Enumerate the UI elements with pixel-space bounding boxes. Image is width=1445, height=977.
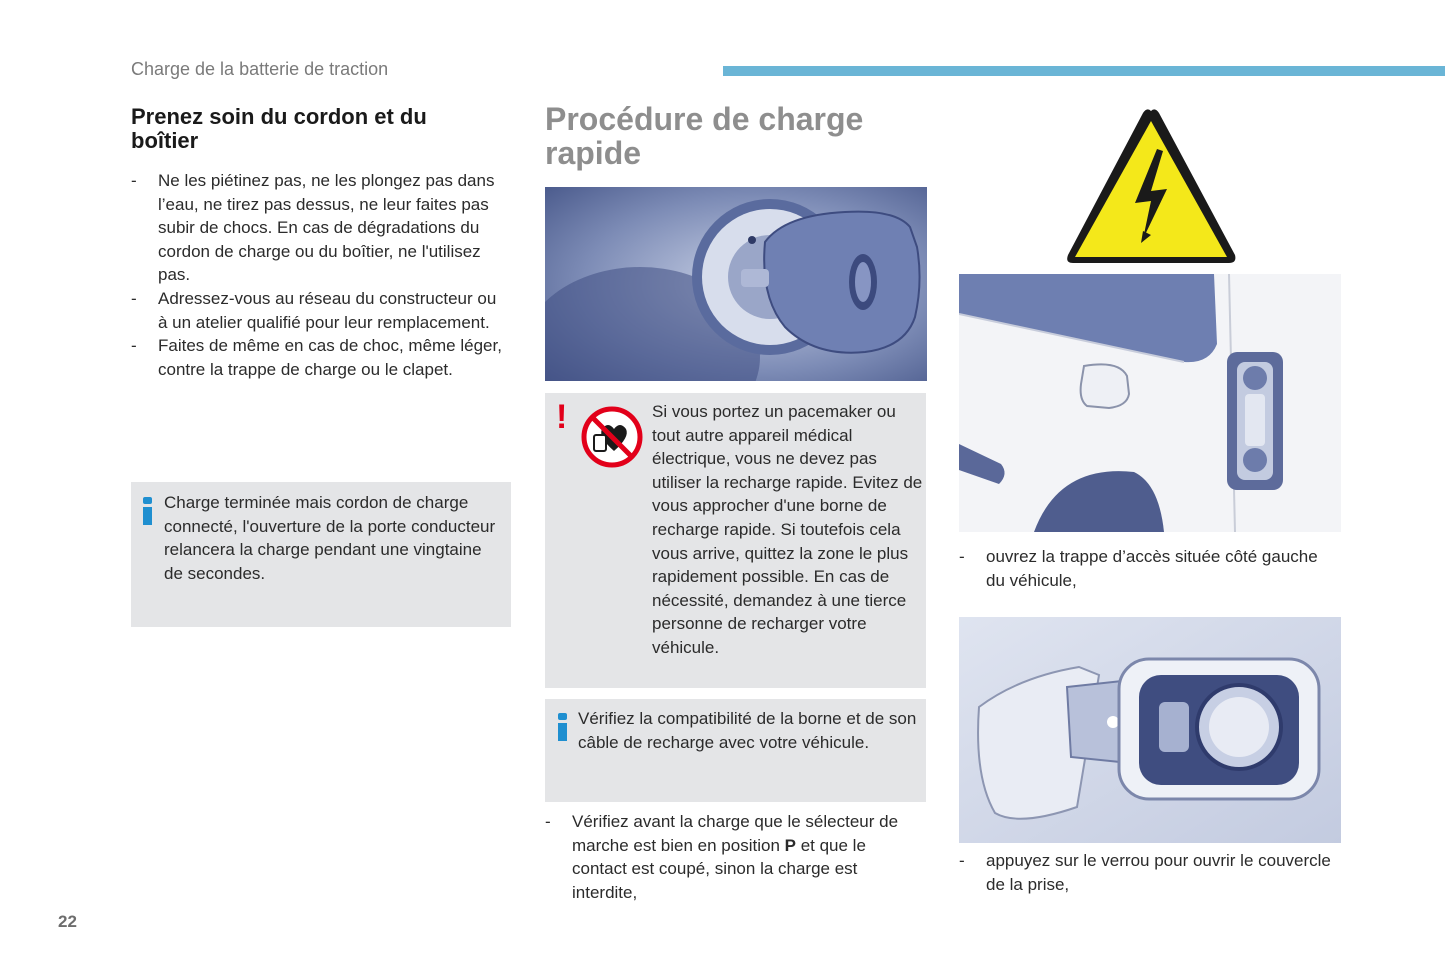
header-title: Charge de la batterie de traction <box>131 59 389 79</box>
warning-mark: ! <box>556 398 568 436</box>
info-note-text: Vérifiez la compatibilité de la borne et de son câble de recharge avec votre véhicule. <box>578 709 917 752</box>
list-item: - Ne les piétinez pas, ne les plongez pas dans l’eau, ne tirez pas dessus, ne leur faites pas subir de chocs. En cas de dégradations du cordon de charge ou du boîtier, ne l'utilisez pas. <box>131 171 495 285</box>
no-pacemaker-icon <box>580 405 644 474</box>
page-title: Procédure de charge rapide <box>545 101 864 171</box>
info-icon <box>556 713 570 743</box>
key-photo <box>545 187 927 381</box>
info-note-box <box>131 482 511 627</box>
charging-port-photo <box>959 617 1341 843</box>
step-open-trap: - ouvrez la trappe d’accès située côté gauche du véhicule, <box>959 547 1318 590</box>
car-side-photo <box>959 274 1341 532</box>
list-item: - Adressez-vous au réseau du constructeur ou à un atelier qualifié pour leur remplacement. <box>131 288 497 332</box>
care-bullet-list <box>131 169 503 381</box>
info-icon <box>141 497 155 527</box>
section-title-care: Prenez soin du cordon et du boîtier <box>131 104 427 153</box>
info-note-box <box>545 699 926 802</box>
header-accent-bar <box>723 66 1445 76</box>
step-press-lock: - appuyez sur le verrou pour ouvrir le couvercle de la prise, <box>959 851 1331 894</box>
info-note-text: Charge terminée mais cordon de charge connecté, l'ouverture de la porte conducteur relancera la charge pendant une vingtaine de secondes. <box>164 493 496 583</box>
step-selector-check: - Vérifiez avant la charge que le sélecteur de marche est bien en position P et que le contact est coupé, sinon la charge est interdite, <box>545 812 899 902</box>
list-item: - Faites de même en cas de choc, même léger, contre la trappe de charge ou le clapet. <box>131 336 502 379</box>
page-number: 22 <box>58 912 77 931</box>
warning-text: Si vous portez un pacemaker ou tout autre appareil médical électrique, vous ne devez pas utiliser la recharge rapide. Evitez de vous approcher d'une borne de recharge rapide. Si toutefois cela vous arrive, quittez la zone le plus rapidement possible. En cas de nécessité, demandez à une tierce personne de recharger votre véhicule. <box>652 402 923 657</box>
electrical-hazard-icon <box>1063 105 1239 267</box>
